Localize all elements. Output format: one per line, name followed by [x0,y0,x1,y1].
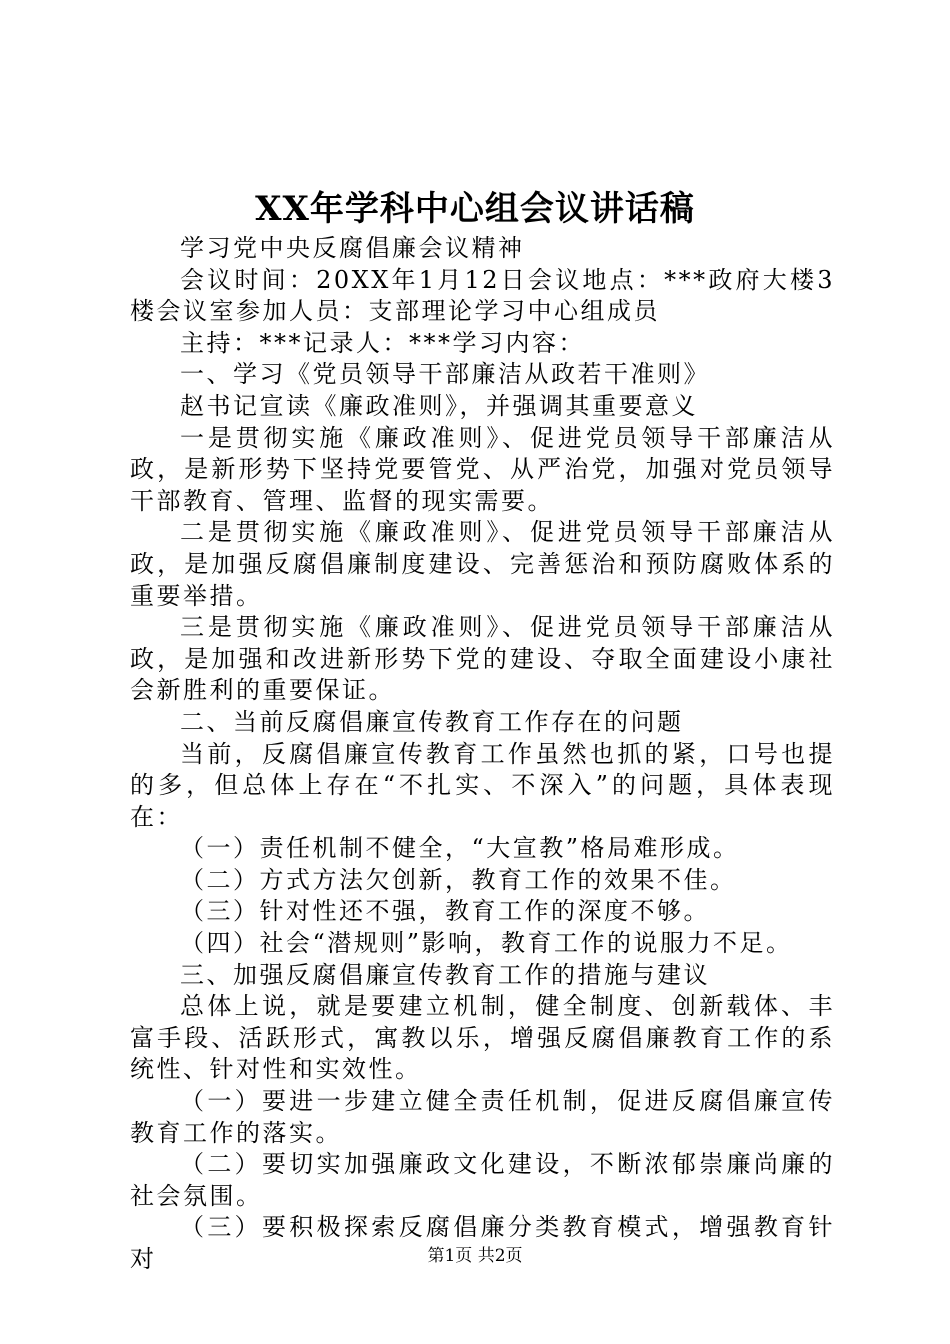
section-heading: 一、学习《党员领导干部廉洁从政若干准则》 [180,360,710,389]
body-paragraph: 主持：***记录人：***学习内容： [180,328,585,357]
list-item: （一）责任机制不健全，“大宣教”格局难形成。 [180,834,740,863]
section-heading: 二、当前反腐倡廉宣传教育工作存在的问题 [180,707,684,736]
page-footer: 第1页 共2页 [427,1246,523,1266]
body-paragraph: 会议时间：20XX年1月12日会议地点：***政府大楼3楼会议室参加人员：支部理论学习中心组成员 [130,265,835,326]
document-body [130,233,835,1276]
body-paragraph: 三是贯彻实施《廉政准则》、促进党员领导干部廉洁从政，是加强和改进新形势下党的建设、夺取全面建设小康社会新胜利的重要保证。 [130,613,835,705]
body-paragraph: 二是贯彻实施《廉政准则》、促进党员领导干部廉洁从政，是加强反腐倡廉制度建设、完善惩治和预防腐败体系的重要举措。 [130,518,835,610]
list-item: （四）社会“潜规则”影响，教育工作的说服力不足。 [180,929,793,958]
body-paragraph: 当前，反腐倡廉宣传教育工作虽然也抓的紧，口号也提的多，但总体上存在“不扎实、不深入”的问题，具体表现在： [130,739,835,831]
body-paragraph: 赵书记宣读《廉政准则》，并强调其重要意义 [180,391,698,420]
section-heading: 三、加强反腐倡廉宣传教育工作的措施与建议 [180,960,710,989]
list-item: （二）要切实加强廉政文化建设，不断浓郁崇廉尚廉的社会氛围。 [130,1150,835,1210]
body-paragraph: 一是贯彻实施《廉政准则》、促进党员领导干部廉洁从政，是新形势下坚持党要管党、从严治党，加强对党员领导干部教育、管理、监督的现实需要。 [130,423,835,515]
list-item: （三）针对性还不强，教育工作的深度不够。 [180,897,710,926]
list-item: （三）要积极探索反腐倡廉分类教育模式，增强教育针对 [130,1213,835,1273]
body-paragraph: 学习党中央反腐倡廉会议精神 [180,234,525,262]
document-title: XX年学科中心组会议讲话稿 [255,189,695,229]
list-item: （二）方式方法欠创新，教育工作的效果不佳。 [180,865,737,894]
list-item: （一）要进一步建立健全责任机制，促进反腐倡廉宣传教育工作的落实。 [130,1087,835,1147]
body-paragraph: 总体上说，就是要建立机制，健全制度、创新载体、丰富手段、活跃形式，寓教以乐，增强反腐倡廉教育工作的系统性、针对性和实效性。 [130,992,835,1084]
